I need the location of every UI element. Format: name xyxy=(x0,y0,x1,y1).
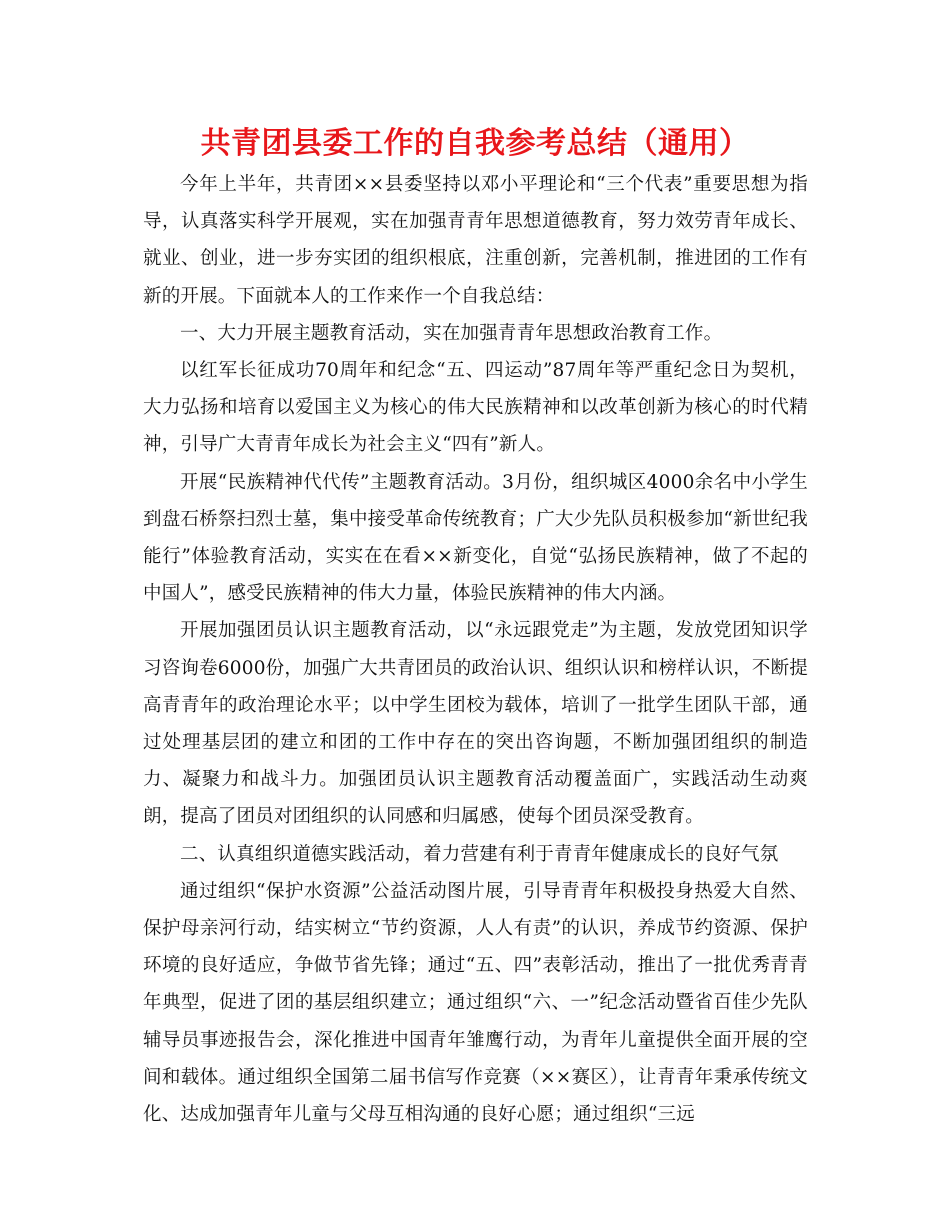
document-title: 共青团县委工作的自我参考总结（通用） xyxy=(200,126,750,161)
section-heading-1: 一、大力开展主题教育活动，实在加强青青年思想政治教育工作。 xyxy=(180,322,723,344)
document-body xyxy=(143,166,808,1133)
paragraph-national-spirit: 开展“民族精神代代传”主题教育活动。3月份，组织城区4000余名中小学生到盘石桥祭扫烈士墓，集中接受革命传统教育；广大少先队员积极参加“新世纪我能行”体验教育活动，实实在在看××新变化，自觉“弘扬民族精神，做了不起的中国人”，感受民族精神的伟大力量，体验民族精神的伟大内涵。 xyxy=(143,471,808,605)
section-heading-2: 二、认真组织道德实践活动，着力营建有利于青青年健康成长的良好气氛 xyxy=(180,843,779,865)
paragraph-intro: 今年上半年，共青团××县委坚持以邓小平理论和“三个代表”重要思想为指导，认真落实科学开展观，实在加强青青年思想道德教育，努力效劳青年成长、就业、创业，进一步夯实团的组织根底，注重创新，完善机制，推进团的工作有新的开展。下面就本人的工作来作一个自我总结： xyxy=(143,174,808,307)
paragraph-member-awareness: 开展加强团员认识主题教育活动，以“永远跟党走”为主题，发放党团知识学习咨询卷6000份，加强广大共青团员的政治认识、组织认识和榜样认识，不断提高青青年的政治理论水平；以中学生团校为载体，培训了一批学生团队干部，通过处理基层团的建立和团的工作中存在的突出咨询题，不断加强团组织的制造力、凝聚力和战斗力。加强团员认识主题教育活动覆盖面广，实践活动生动爽朗，提高了团员对团组织的认同感和归属感，使每个团员深受教育。 xyxy=(143,620,808,828)
paragraph-anniversary: 以红军长征成功70周年和纪念“五、四运动”87周年等严重纪念日为契机，大力弘扬和培育以爱国主义为核心的伟大民族精神和以改革创新为核心的时代精神，引导广大青青年成长为社会主义“四有”新人。 xyxy=(143,360,808,456)
paragraph-moral-practice: 通过组织“保护水资源”公益活动图片展，引导青青年积极投身热爱大自然、保护母亲河行动，结实树立“节约资源，人人有责”的认识，养成节约资源、保护环境的良好适应，争做节省先锋；通过“五、四”表彰活动，推出了一批优秀青青年典型，促进了团的基层组织建立；通过组织“六、一”纪念活动暨省百佳少先队辅导员事迹报告会，深化推进中国青年雏鹰行动，为青年儿童提供全面开展的空间和载体。通过组织全国第二届书信写作竞赛（××赛区），让青青年秉承传统文化、达成加强青年儿童与父母互相沟通的良好心愿；通过组织“三远 xyxy=(143,880,808,1126)
